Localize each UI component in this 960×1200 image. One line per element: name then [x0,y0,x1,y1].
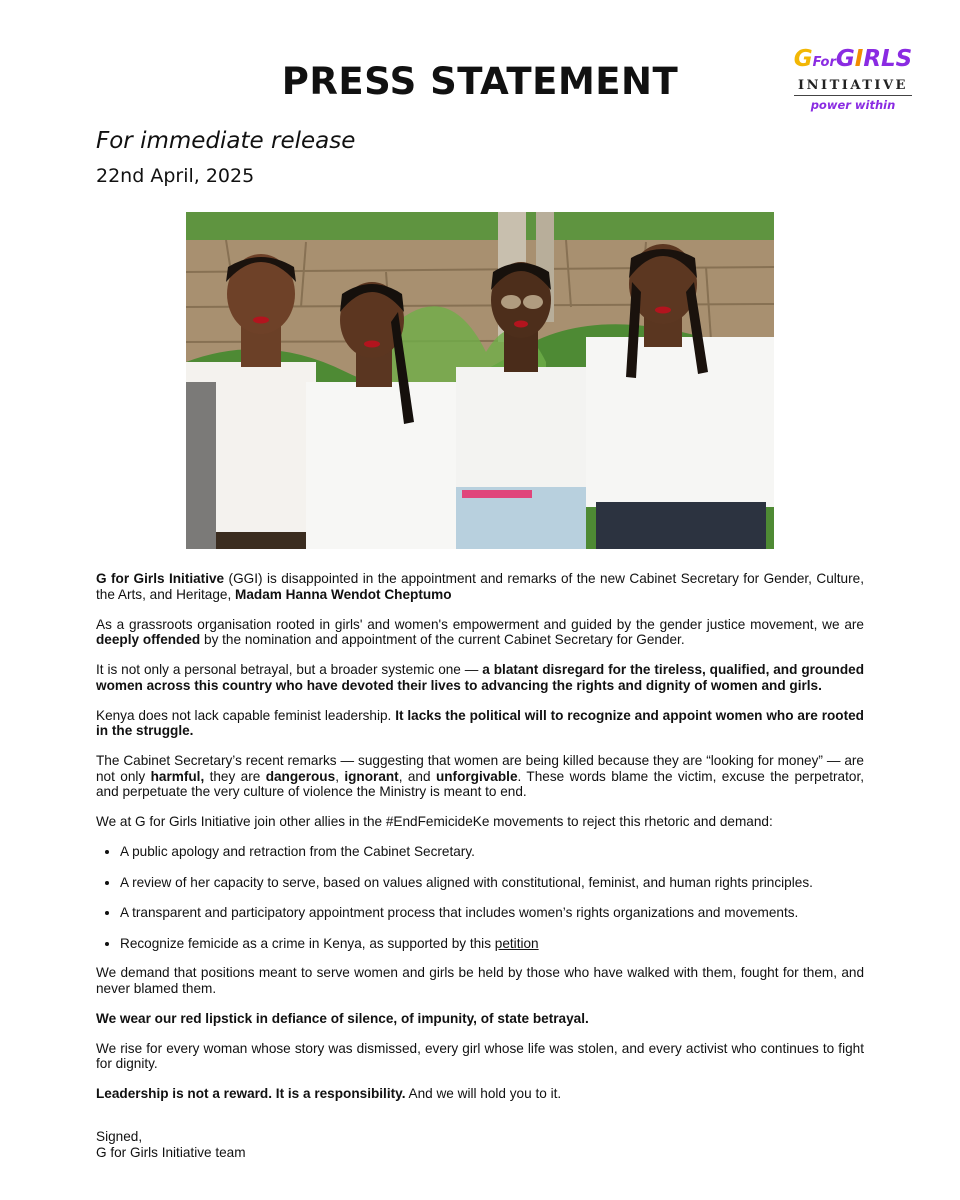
signed-label: Signed, [96,1128,143,1144]
statement-body [96,571,864,1161]
logo-wordmark: GForGIRLS [793,46,913,72]
list-item: • A review of her capacity to serve, based on values aligned with constitutional, feminist, and human rights principles. [120,875,864,891]
signature-block [96,1129,864,1161]
paragraph-rise: We rise for every woman whose story was dismissed, every girl whose life was stolen, and every activist who continues to fight for dignity. [96,1040,864,1071]
list-item: • A public apology and retraction from the Cabinet Secretary. [120,844,864,860]
paragraph-positions: We demand that positions meant to serve women and girls be held by those who have walked with them, fought for them, and never blamed them. [96,965,864,996]
paragraph-betrayal: It is not only a personal betrayal, but a broader systemic one — a blatant disregard for the tireless, qualified, and grounded women across this country who have devoted their lives to advancing the rights and dignity of women and girls. [96,662,864,693]
petition-link[interactable]: petition [494,935,539,951]
release-date: 22nd April, 2025 [96,165,255,187]
paragraph-lipstick: We wear our red lipstick in defiance of silence, of impunity, of state betrayal. [96,1010,589,1026]
paragraph-responsibility: Leadership is not a reward. It is a responsibility. And we will hold you to it. [96,1086,562,1101]
gforgirls-logo [786,46,920,122]
logo-initiative-text: INITIATIVE [794,78,912,96]
group-photo [186,212,774,549]
logo-tagline: power within [810,98,896,112]
photo-illustration [186,212,774,549]
paragraph-leadership: Kenya does not lack capable feminist leadership. It lacks the political will to recognize and appoint women who are rooted in the struggle. [96,707,864,738]
paragraph-remarks: The Cabinet Secretary’s recent remarks — suggesting that women are being killed because they are “looking for money” — are not only harmful, they are dangerous, ignorant, and unforgivable. These words blame the victim, excuse the perpetrator, and perpetuate the very culture of violence the Ministry is meant to end. [96,753,865,799]
list-item: • Recognize femicide as a crime in Kenya, as supported by this petition [120,936,864,952]
demands-list [96,844,864,951]
page-title: PRESS STATEMENT [281,60,679,103]
release-note: For immediate release [96,128,356,154]
list-item: • A transparent and participatory appointment process that includes women’s rights organizations and movements. [120,905,864,921]
paragraph-demand-intro: We at G for Girls Initiative join other allies in the #EndFemicideKe movements to reject this rhetoric and demand: [96,814,773,829]
signatory: G for Girls Initiative team [96,1144,246,1160]
paragraph-intro: G for Girls Initiative (GGI) is disappointed in the appointment and remarks of the new Cabinet Secretary for Gender, Culture, the Arts, and Heritage, Madam Hanna Wendot Cheptumo [96,571,864,602]
paragraph-offended: As a grassroots organisation rooted in girls' and women's empowerment and guided by the gender justice movement, we are deeply offended by the nomination and appointment of the current Cabinet Secretary for Gender. [96,616,864,647]
